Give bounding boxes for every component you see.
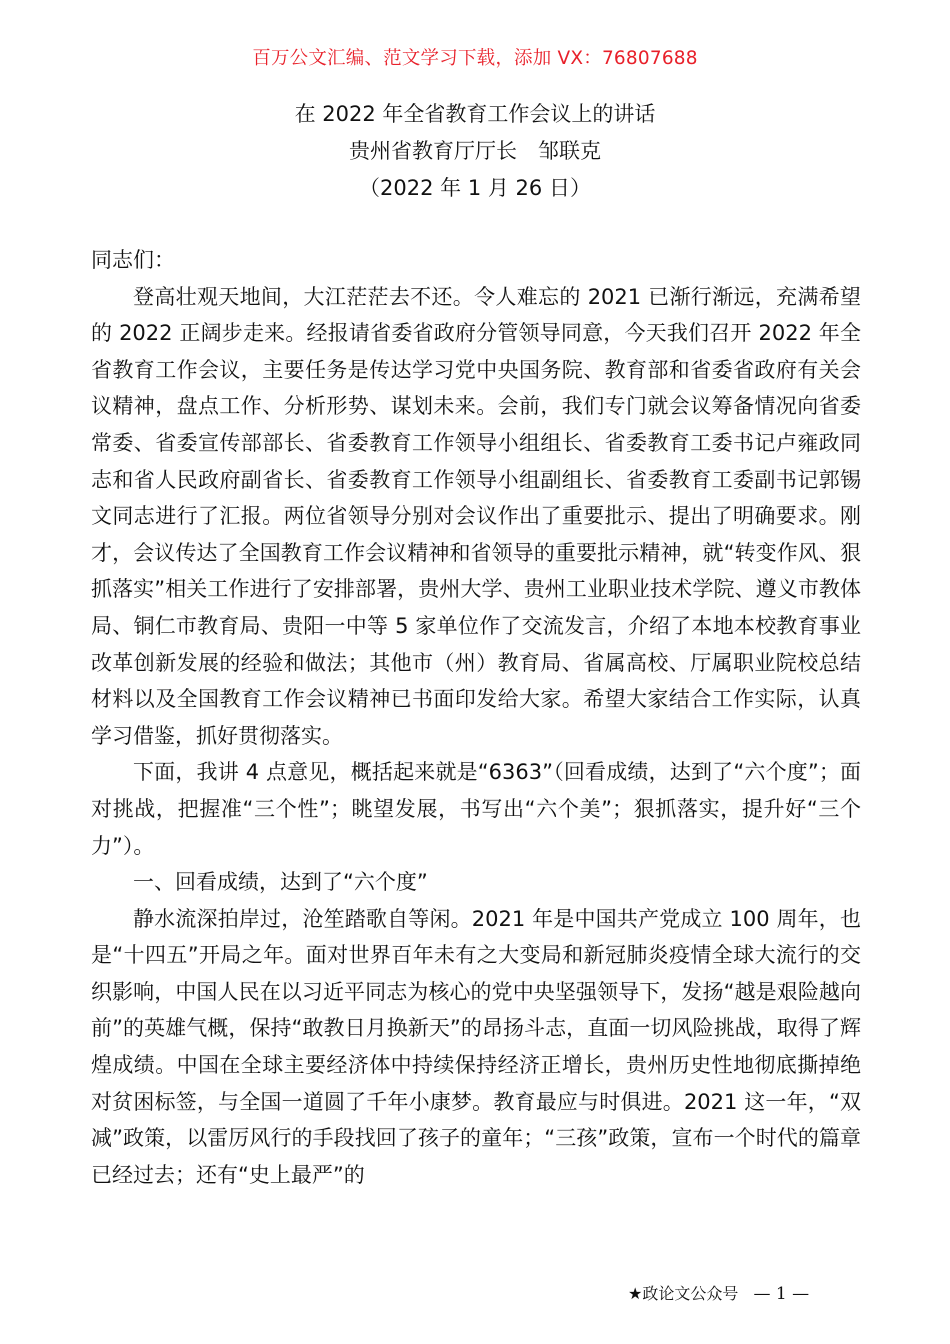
speech-body: [91, 242, 861, 1193]
speech-title: 在 2022 年全省教育工作会议上的讲话: [294, 102, 656, 126]
page-footer: [628, 1283, 809, 1305]
paragraph-intro: 登高壮观天地间，大江茫茫去不还。令人难忘的 2021 已渐行渐远，充满希望的 2022 正阔步走来。经报请省委省政府分管领导同意，今天我们召开 2022 年全省教育工作会议，主要任务是传达学习党中央国务院、教育部和省委省政府有关会议精神，盘点工作、分析形势、谋划未来。会前，我们专门就会议筹备情况向省委常委、省委宣传部部长、省委教育工作领导小组组长、省委教育工委书记卢雍政同志和省人民政府副省长、省委教育工作领导小组副组长、省委教育工委副书记郭锡文同志进行了汇报。两位省领导分别对会议作出了重要批示、提出了明确要求。刚才，会议传达了全国教育工作会议精神和省领导的重要批示精神，就“转变作风、狠抓落实”相关工作进行了安排部署，贵州大学、贵州工业职业技术学院、遵义市教体局、铜仁市教育局、贵阳一中等 5 家单位作了交流发言，介绍了本地本校教育事业改革创新发展的经验和做法；其他市（州）教育局、省属高校、厅属职业院校总结材料以及全国教育工作会议精神已书面印发给大家。希望大家结合工作实际，认真学习借鉴，抓好贯彻落实。: [91, 284, 861, 748]
speech-date: （2022 年 1 月 26 日）: [359, 176, 591, 200]
footer-source: ★政论文公众号: [628, 1284, 739, 1303]
paragraph-achievements: 静水流深拍岸过，沧笙踏歌自等闲。2021 年是中国共产党成立 100 周年，也是“十四五”开局之年。面对世界百年未有之大变局和新冠肺炎疫情全球大流行的交织影响，中国人民在以习近平同志为核心的党中央坚强领导下，发扬“越是艰险越向前”的英雄气概，保持“敢教日月换新天”的昂扬斗志，直面一切风险挑战，取得了辉煌成绩。中国在全球主要经济体中持续保持经济正增长，贵州历史性地彻底撕掉绝对贫困标签，与全国一道圆了千年小康梦。教育最应与时俱进。2021 这一年，“双减”政策，以雷厉风行的手段找回了孩子的童年；“三孩”政策，宣布一个时代的篇章已经过去；还有“史上最严”的: [91, 906, 861, 1187]
section-heading-1: 一、回看成绩，达到了“六个度”: [133, 870, 428, 895]
page-number: — 1 —: [753, 1284, 810, 1304]
speaker-line: 贵州省教育厅厅长 邹联克: [349, 139, 601, 163]
title-block: [0, 96, 950, 207]
salutation: 同志们：: [91, 248, 175, 272]
watermark-banner: 百万公文汇编、范文学习下载，添加 VX：76807688: [252, 48, 698, 69]
paragraph-outline: 下面，我讲 4 点意见，概括起来就是“6363”（回看成绩，达到了“六个度”；面对挑战，把握准“三个性”；眺望发展，书写出“六个美”；狠抓落实，提升好“三个力”）。: [91, 760, 861, 858]
